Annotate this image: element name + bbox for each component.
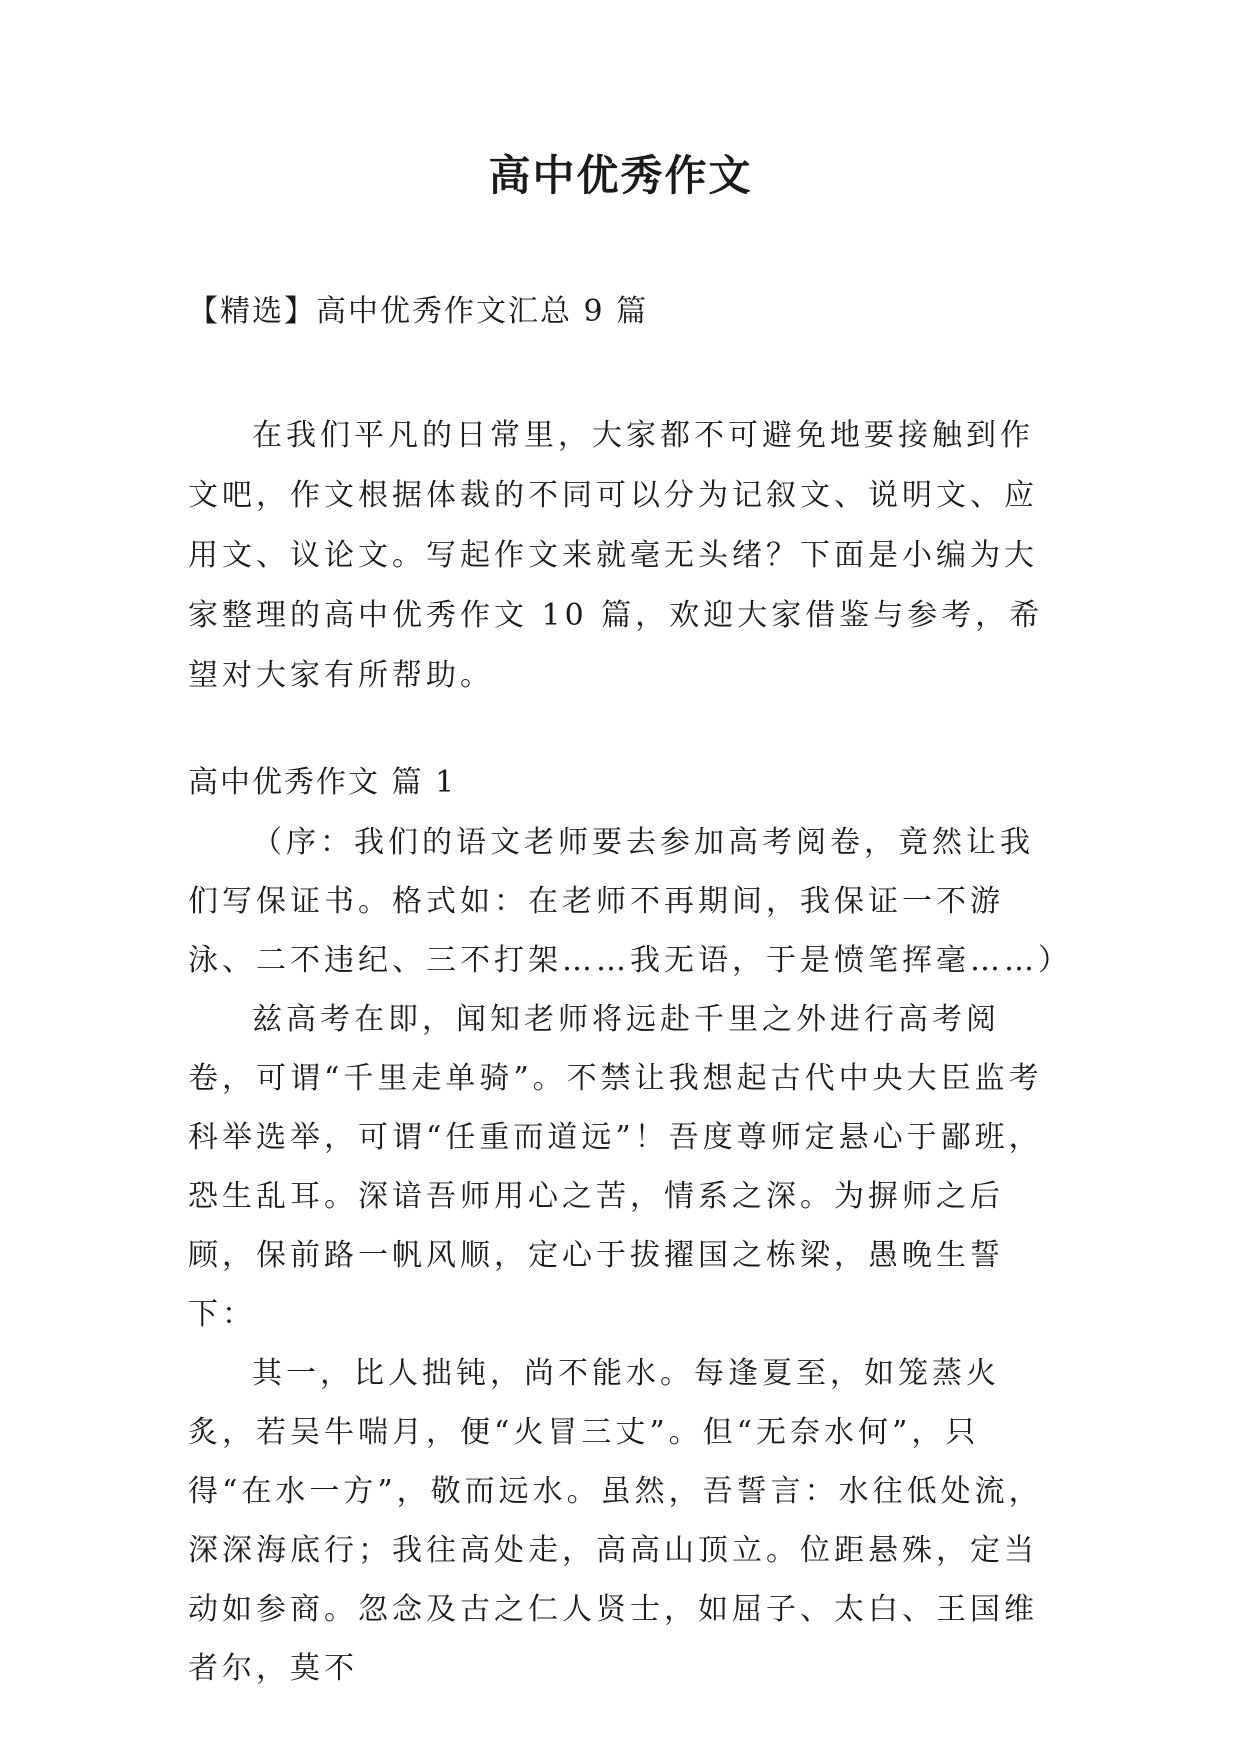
section-body: [188, 813, 1072, 1698]
section-heading: 高中优秀作文 篇 1: [188, 765, 457, 800]
body-paragraph: 兹高考在即，闻知老师将远赴千里之外进行高考阅卷，可谓“千里走单骑”。不禁让我想起古代中央大臣监考科举选举，可谓“任重而道远”！吾度尊师定悬心于鄙班，恐生乱耳。深谙吾师用心之苦，情系之深。为摒师之后顾，保前路一帆风顺，定心于拔擢国之栋梁，愚晚生誓下：: [188, 1002, 1043, 1332]
intro-paragraph: 在我们平凡的日常里，大家都不可避免地要接触到作文吧，作文根据体裁的不同可以分为记叙文、说明文、应用文、议论文。写起作文来就毫无头绪？下面是小编为大家整理的高中优秀作文 10 篇，欢迎大家借鉴与参考，希望对大家有所帮助。: [188, 418, 1044, 693]
document-subtitle: 【精选】高中优秀作文汇总 9 篇: [188, 294, 649, 329]
body-paragraph: 其一，比人拙钝，尚不能水。每逢夏至，如笼蒸火炙，若吴牛喘月，便“火冒三丈”。但“无奈水何”，只得“在水一方”，敬而远水。虽然，吾誓言：水往低处流，深深海底行；我往高处走，高高山顶立。位距悬殊，定当动如参商。忽念及古之仁人贤士，如屈子、太白、王国维者尔，莫不: [188, 1356, 1043, 1686]
body-paragraph: （序：我们的语文老师要去参加高考阅卷，竟然让我们写保证书。格式如：在老师不再期间，我保证一不游泳、二不违纪、三不打架……我无语，于是愤笔挥毫……）: [188, 825, 1072, 978]
document-title: 高中优秀作文: [488, 151, 753, 200]
